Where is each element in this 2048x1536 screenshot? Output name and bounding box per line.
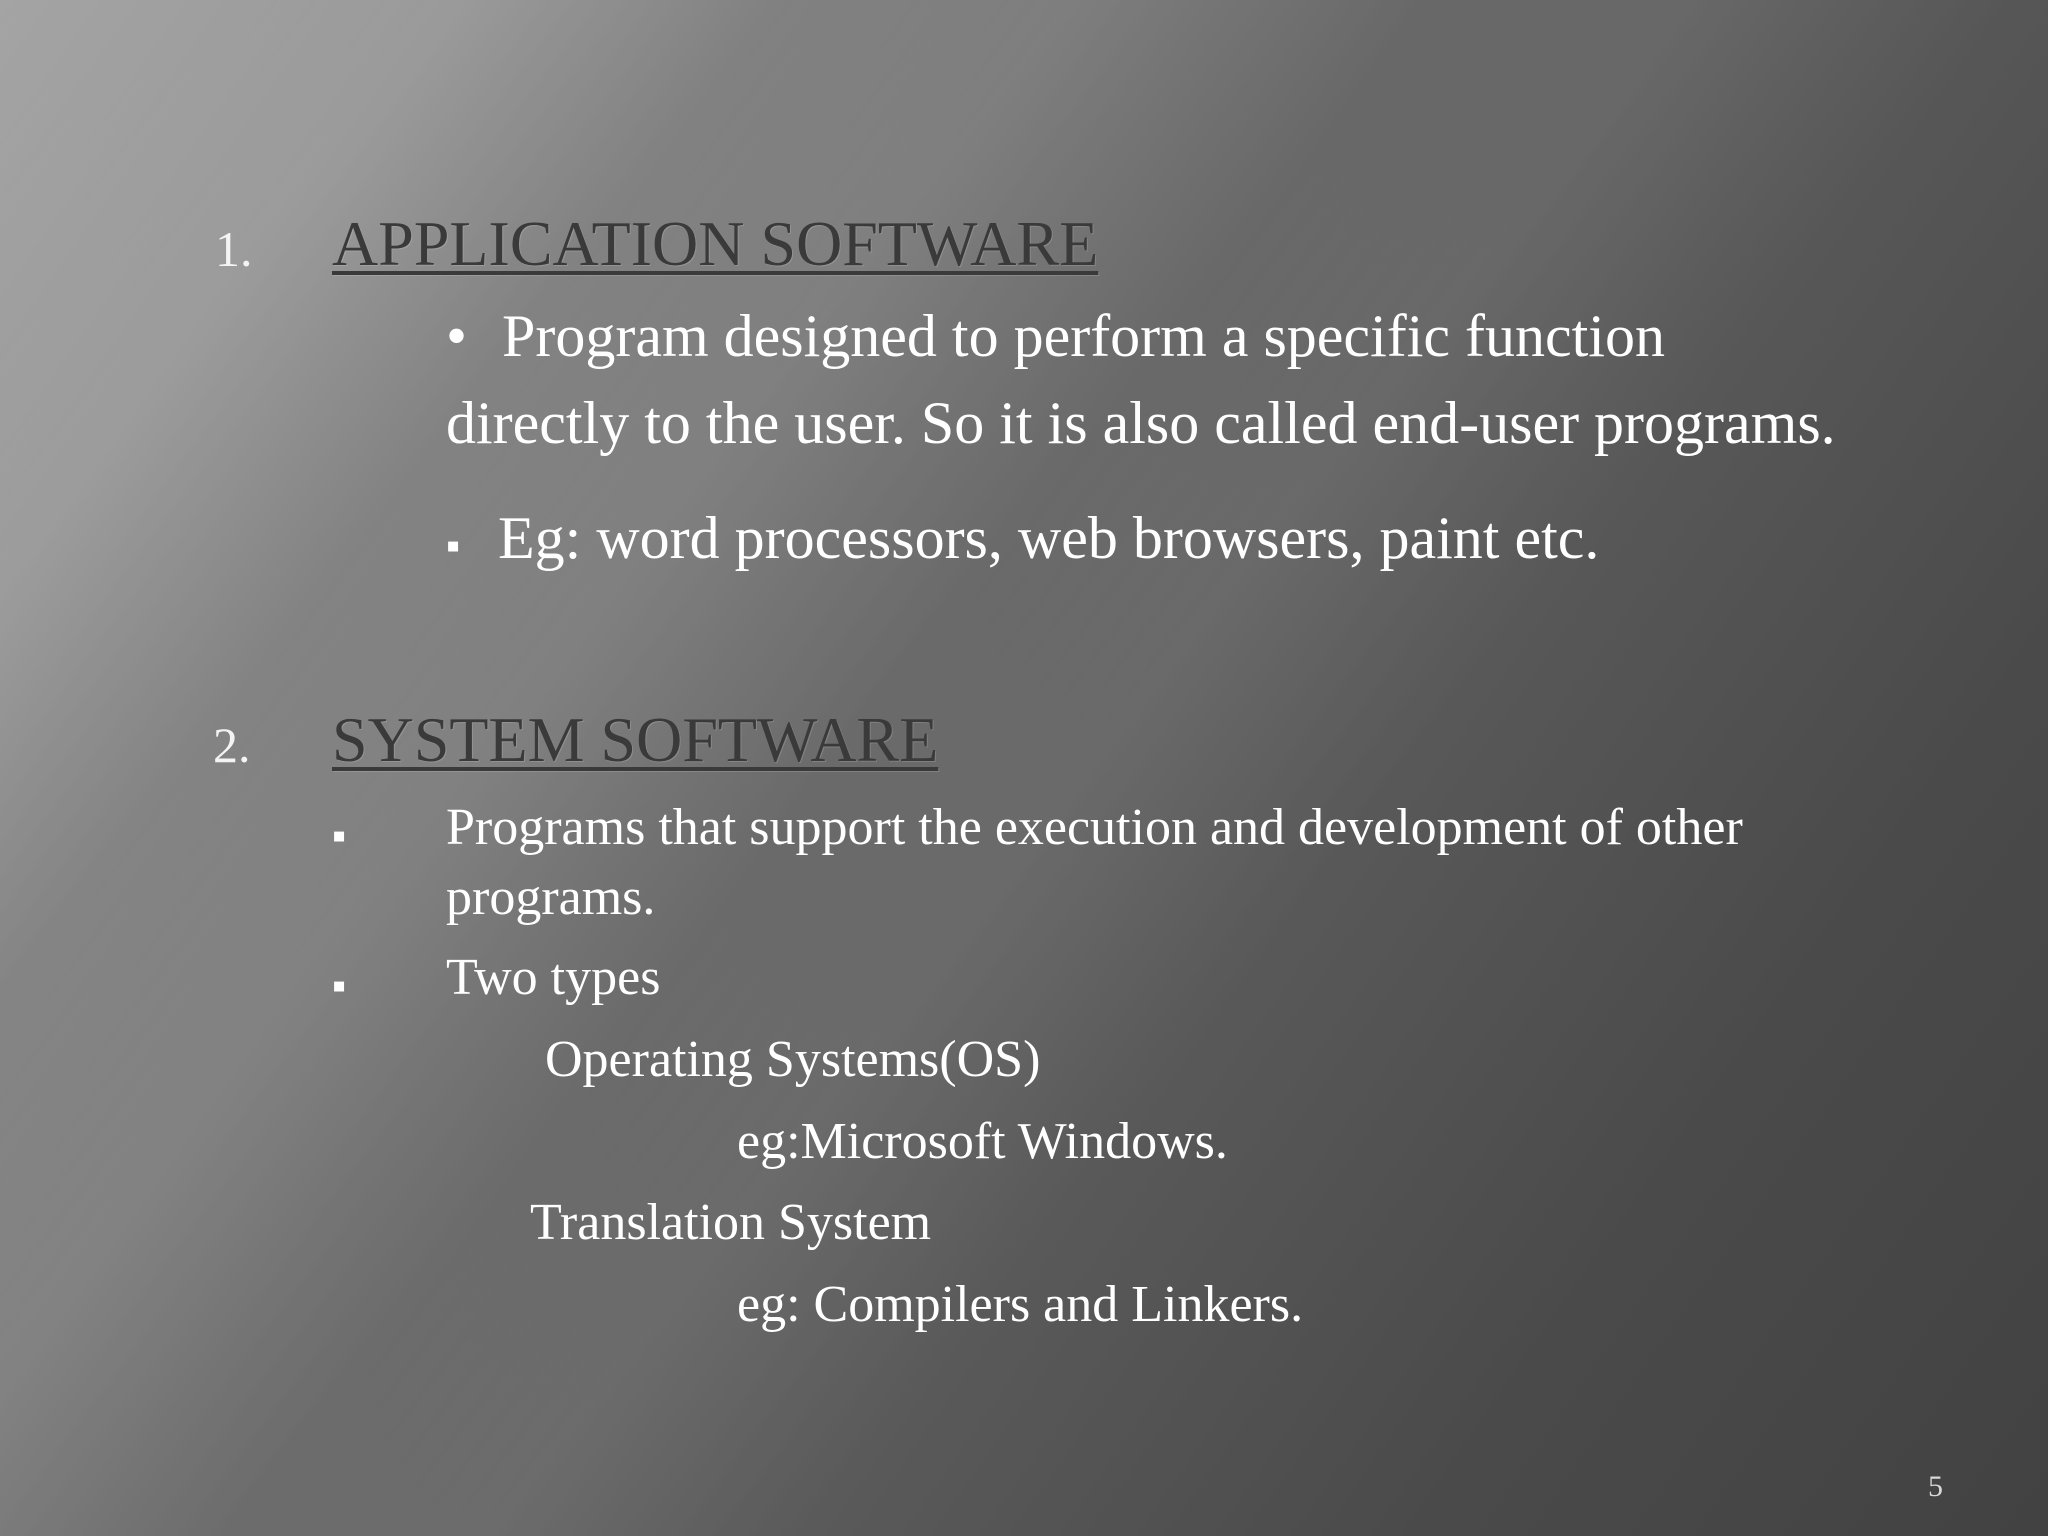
system-type-os: Operating Systems(OS) <box>545 1031 1041 1088</box>
system-type-os-example: eg:Microsoft Windows. <box>737 1113 1228 1170</box>
section2-bullet2-marker: ▪ <box>332 963 347 1008</box>
section2-bullet1-line2: programs. <box>446 869 656 926</box>
section1-number: 1. <box>215 221 253 277</box>
section2-bullet1-marker: ▪ <box>332 813 347 858</box>
section1-bullet1-line1: Program designed to perform a specific function <box>502 303 1665 369</box>
section2-heading: SYSTEM SOFTWARE <box>332 704 939 775</box>
system-type-translation: Translation System <box>530 1194 932 1251</box>
section2-bullet1-line1: Programs that support the execution and development of other <box>446 799 1743 856</box>
section1-bullet2-marker: ▪ <box>446 523 461 568</box>
section1-bullet1-line2: directly to the user. So it is also called end-user programs. <box>446 390 1836 456</box>
section1-bullet2-text: Eg: word processors, web browsers, paint etc. <box>498 505 1600 571</box>
section2-bullet2-text: Two types <box>446 949 661 1006</box>
section2-number: 2. <box>213 717 251 773</box>
section1-heading: APPLICATION SOFTWARE <box>332 208 1099 279</box>
system-type-translation-example: eg: Compilers and Linkers. <box>737 1276 1304 1333</box>
page-number: 5 <box>1928 1470 1943 1503</box>
section1-bullet1-marker: • <box>446 303 468 369</box>
